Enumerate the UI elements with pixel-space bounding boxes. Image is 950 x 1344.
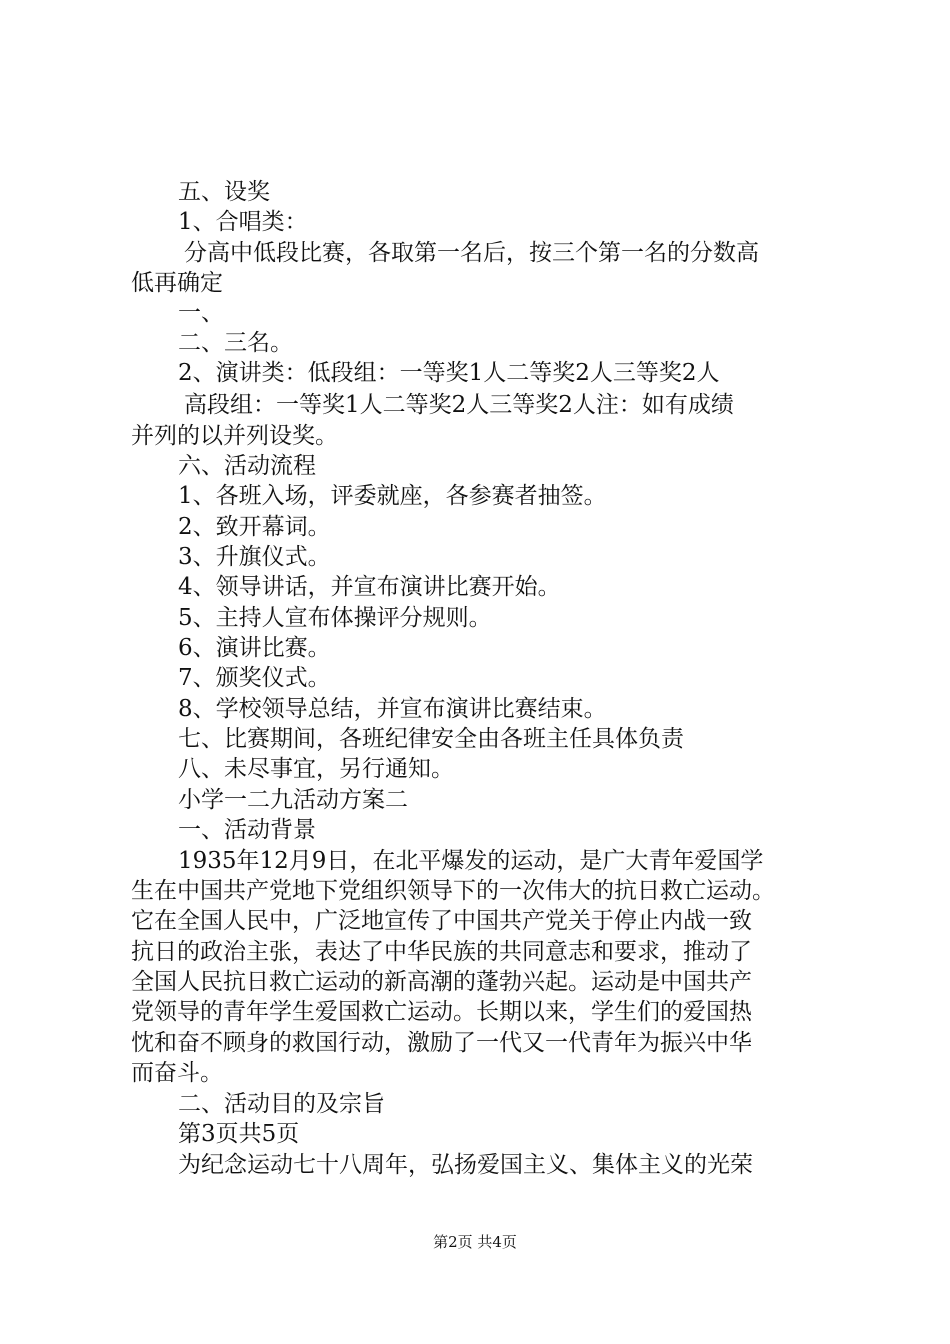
text-line: 党领导的青年学生爱国救亡运动。长期以来，学生们的爱国热 [131,999,752,1025]
text-line: 小学一二九活动方案二 [178,787,408,813]
text-line: 为纪念运动七十八周年，弘扬爱国主义、集体主义的光荣 [178,1152,753,1178]
text-line: 1935年12月9日，在北平爆发的运动，是广大青年爱国学 [178,848,764,874]
text-line: 8、学校领导总结，并宣布演讲比赛结束。 [178,696,607,722]
text-line: 高段组：一等奖1人二等奖2人三等奖2人注：如有成绩 [184,392,734,418]
text-line: 1、各班入场，评委就座，各参赛者抽签。 [178,483,607,509]
text-line: 忱和奋不顾身的救国行动，激励了一代又一代青年为振兴中华 [131,1030,752,1056]
text-line: 二、活动目的及宗旨 [178,1091,385,1117]
text-line: 五、设奖 [178,179,270,205]
text-line: 5、主持人宣布体操评分规则。 [178,605,492,631]
text-line: 7、颁奖仪式。 [178,665,331,691]
text-line: 全国人民抗日救亡运动的新高潮的蓬勃兴起。运动是中国共产 [131,969,752,995]
text-line: 而奋斗。 [131,1060,223,1086]
text-line: 生在中国共产党地下党组织领导下的一次伟大的抗日救亡运动。 [131,878,775,904]
text-line: 4、领导讲话，并宣布演讲比赛开始。 [178,574,561,600]
page-footer: 第2页 共4页 [433,1233,517,1251]
text-line: 6、演讲比赛。 [178,635,331,661]
text-line: 它在全国人民中，广泛地宣传了中国共产党关于停止内战一致 [131,908,752,934]
text-line: 2、致开幕词。 [178,514,331,540]
text-line: 并列的以并列设奖。 [131,423,338,449]
text-line: 七、比赛期间，各班纪律安全由各班主任具体负责 [178,726,684,752]
text-line: 一、活动背景 [178,817,316,843]
text-line: 3、升旗仪式。 [178,544,331,570]
text-line: 第3页共5页 [178,1121,300,1147]
text-line: 2、演讲类：低段组：一等奖1人二等奖2人三等奖2人 [178,360,720,386]
text-line: 二、三名。 [178,330,293,356]
text-line: 六、活动流程 [178,453,316,479]
text-line: 抗日的政治主张，表达了中华民族的共同意志和要求，推动了 [131,939,752,965]
text-line: 分高中低段比赛，各取第一名后，按三个第一名的分数高 [184,240,759,266]
text-line: 1、合唱类： [178,209,308,235]
text-line: 一、 [178,300,224,326]
text-line: 八、未尽事宜，另行通知。 [178,756,454,782]
text-line: 低再确定 [131,270,223,296]
